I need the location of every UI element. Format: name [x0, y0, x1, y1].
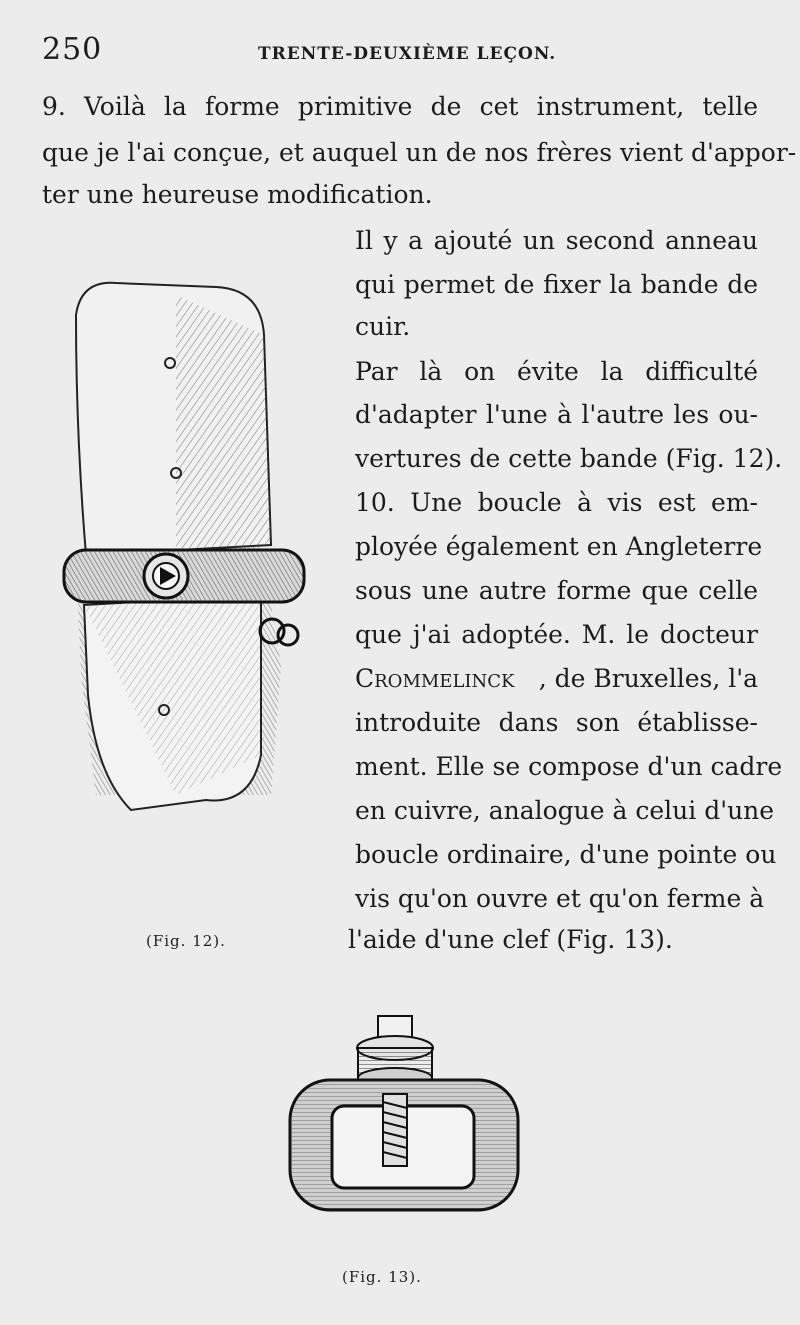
- text-line: Par là on évite la difficulté: [355, 357, 758, 386]
- text-fragment: , de Bruxelles, l'a: [538, 664, 758, 693]
- text-line: en cuivre, analogue à celui d'une: [355, 796, 775, 825]
- author-name: Crommelinck: [355, 664, 515, 693]
- text-line: 10. Une boucle à vis est em-: [355, 488, 758, 517]
- text-line: [355, 664, 758, 694]
- page-number: 250: [42, 32, 103, 67]
- text-line: boucle ordinaire, d'une pointe ou: [355, 840, 777, 869]
- text-line: que je l'ai conçue, et auquel un de nos frères vient d'appor-: [42, 138, 797, 167]
- figure-13-caption: (Fig. 13).: [342, 1268, 422, 1286]
- text-line: introduite dans son établisse-: [355, 708, 758, 737]
- text-line: que j'ai adoptée. M. le docteur: [355, 620, 758, 649]
- text-line: d'adapter l'une à l'autre les ou-: [355, 400, 758, 429]
- text-line: cuir.: [355, 312, 411, 341]
- text-line: ment. Elle se compose d'un cadre: [355, 752, 783, 781]
- text-line: vertures de cette bande (Fig. 12).: [355, 444, 783, 473]
- figure-12-strap-illustration: [36, 275, 326, 875]
- figure-12-caption: (Fig. 12).: [146, 932, 226, 950]
- text-line: qui permet de fixer la bande de: [355, 270, 758, 299]
- text-line: ter une heureuse modification.: [42, 180, 433, 209]
- text-line: l'aide d'une clef (Fig. 13).: [348, 925, 673, 954]
- text-line: sous une autre forme que celle: [355, 576, 758, 605]
- running-header: TRENTE-DEUXIÈME LEÇON.: [258, 44, 557, 64]
- text-line: vis qu'on ouvre et qu'on ferme à: [355, 884, 765, 913]
- text-line: Il y a ajouté un second anneau: [355, 226, 758, 255]
- text-line: ployée également en Angleterre: [355, 532, 763, 561]
- text-line: 9. Voilà la forme primitive de cet instrument, telle: [42, 92, 758, 121]
- figure-13-screw-buckle-illustration: [280, 1008, 530, 1223]
